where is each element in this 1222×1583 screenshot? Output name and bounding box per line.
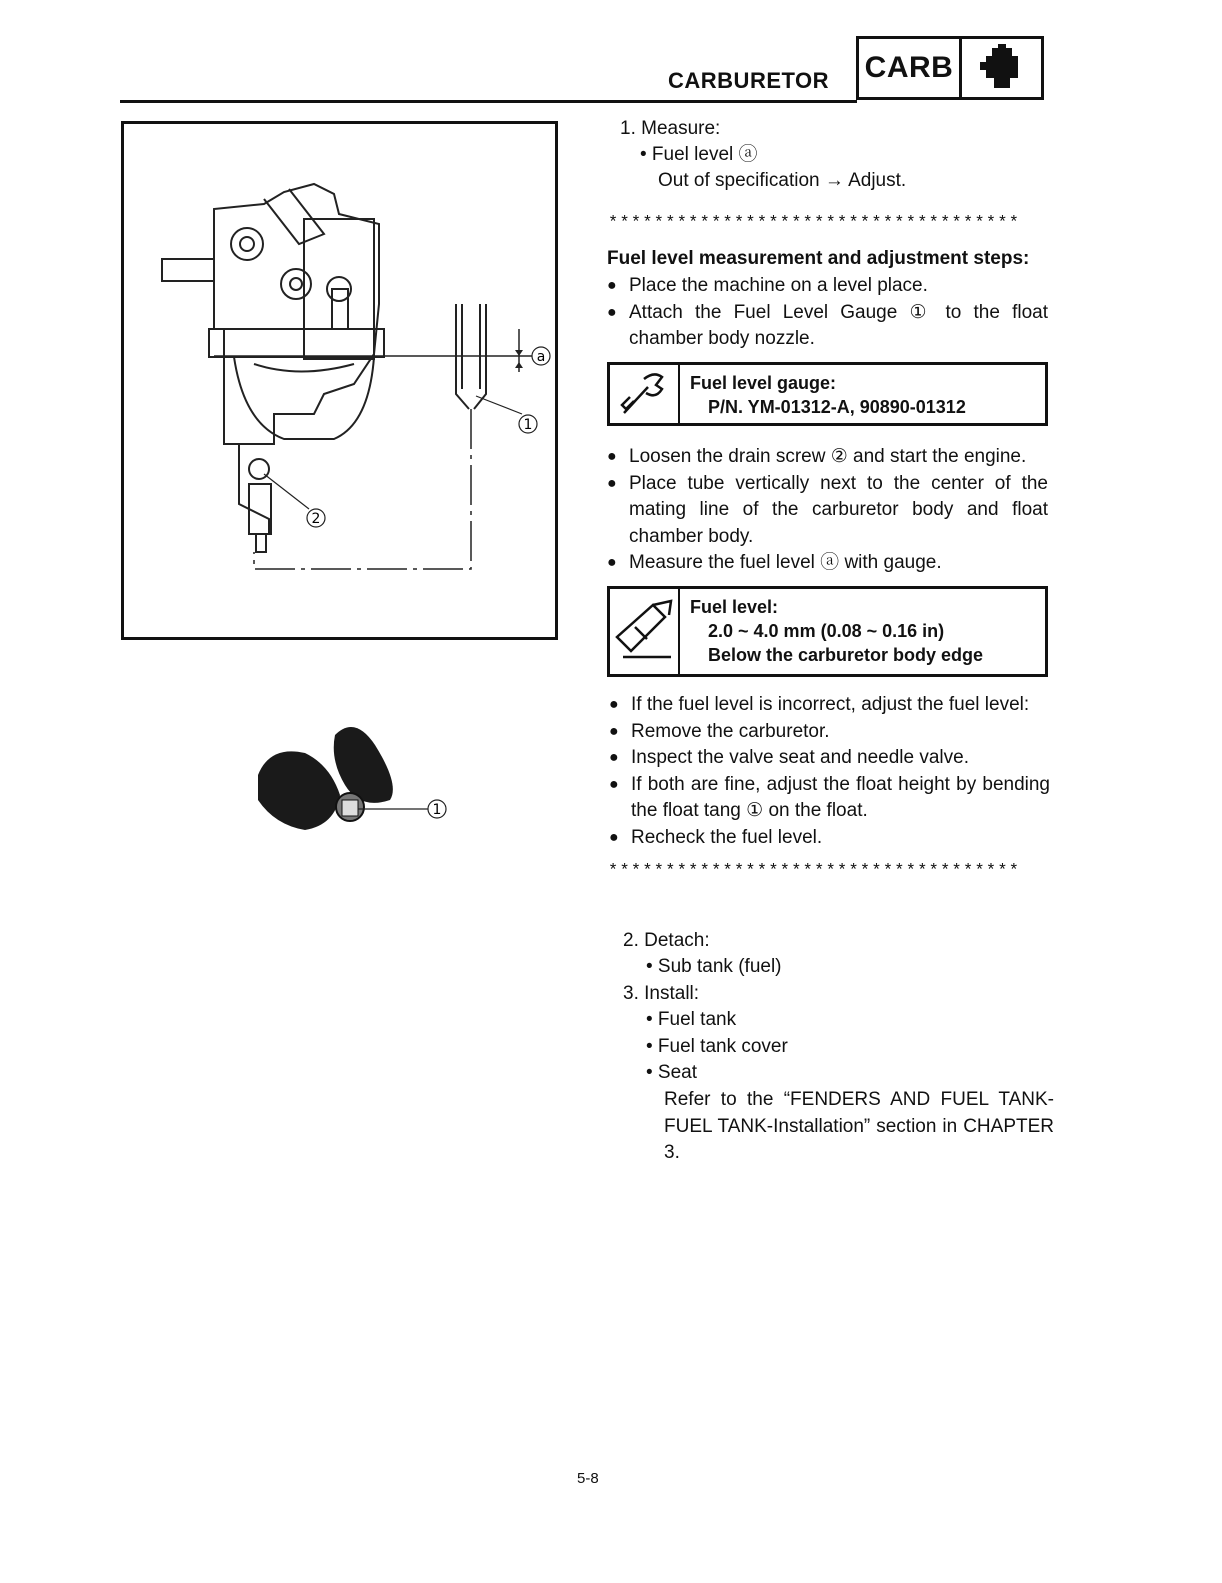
header-rule: [120, 100, 857, 103]
step-1-label: 1. Measure:: [620, 118, 721, 139]
step-3-bullet: • Seat: [646, 1062, 698, 1083]
fuel-level-note: Below the carburetor body edge: [708, 645, 984, 665]
fuel-level-title: Fuel level:: [690, 597, 779, 617]
caliper-icon: [610, 589, 680, 674]
step-2-label: 2. Detach:: [623, 930, 710, 951]
callout-1: 1: [523, 417, 533, 433]
separator-bottom: ************************************: [608, 862, 1021, 881]
fuel-level-value: 2.0 ~ 4.0 mm (0.08 ~ 0.16 in): [708, 621, 945, 641]
carburetor-icon: [962, 39, 1041, 97]
gauge-part-number: P/N. YM-01312-A, 90890-01312: [708, 397, 966, 417]
procedure-list-c: [609, 692, 1050, 851]
float-photo: [250, 705, 470, 855]
gauge-title: Fuel level gauge:: [690, 373, 837, 393]
step-3-note: Refer to the “FENDERS AND FUEL TANK-FUEL TANK-Installation” section in CHAPTER 3.: [664, 1089, 1054, 1163]
step-3-bullet: • Fuel tank: [646, 1009, 737, 1030]
procedure-list-b: [607, 444, 1048, 577]
step-1-bullet: • Fuel level ⓐ: [640, 144, 758, 165]
list-item: ● If the fuel level is incorrect, adjust the fuel level:: [609, 692, 1050, 719]
step-1-note: Out of specification → Adjust.: [658, 170, 907, 191]
spec-box-gauge: [607, 362, 1048, 426]
list-item: ● Loosen the drain screw ② and start the engine.: [607, 444, 1048, 471]
step-3-label: 3. Install:: [623, 983, 700, 1004]
list-item: ● If both are fine, adjust the float height by bending the float tang ① on the float.: [609, 772, 1050, 825]
list-item: ● Measure the fuel level ⓐ with gauge.: [607, 550, 1048, 577]
chapter-tab: [856, 36, 1044, 100]
step-3-bullet: • Fuel tank cover: [646, 1036, 788, 1057]
procedure-title: Fuel level measurement and adjustment steps:: [607, 248, 1030, 269]
step-2-bullet: • Sub tank (fuel): [646, 956, 782, 977]
list-item: ● Place the machine on a level place.: [607, 273, 1048, 300]
list-item: ● Recheck the fuel level.: [609, 825, 1050, 852]
callout-a: a: [536, 349, 546, 365]
list-item: ● Attach the Fuel Level Gauge ① to the float chamber body nozzle.: [607, 300, 1048, 353]
list-item: ● Inspect the valve seat and needle valve.: [609, 745, 1050, 772]
chapter-code: CARB: [859, 39, 962, 97]
float-callout-1: 1: [432, 802, 442, 818]
spec-box-fuel-level: [607, 586, 1048, 677]
list-item: ● Place tube vertically next to the center of the mating line of the carburetor body and float chamber body.: [607, 471, 1048, 551]
carburetor-diagram: [121, 121, 558, 640]
list-item: ● Remove the carburetor.: [609, 719, 1050, 746]
section-title: CARBURETOR: [668, 68, 830, 93]
tool-icon: [610, 365, 680, 423]
page-number: 5-8: [577, 1470, 599, 1487]
separator-top: ************************************: [608, 214, 1021, 233]
procedure-list-a: [607, 273, 1048, 353]
callout-2: 2: [311, 511, 321, 527]
